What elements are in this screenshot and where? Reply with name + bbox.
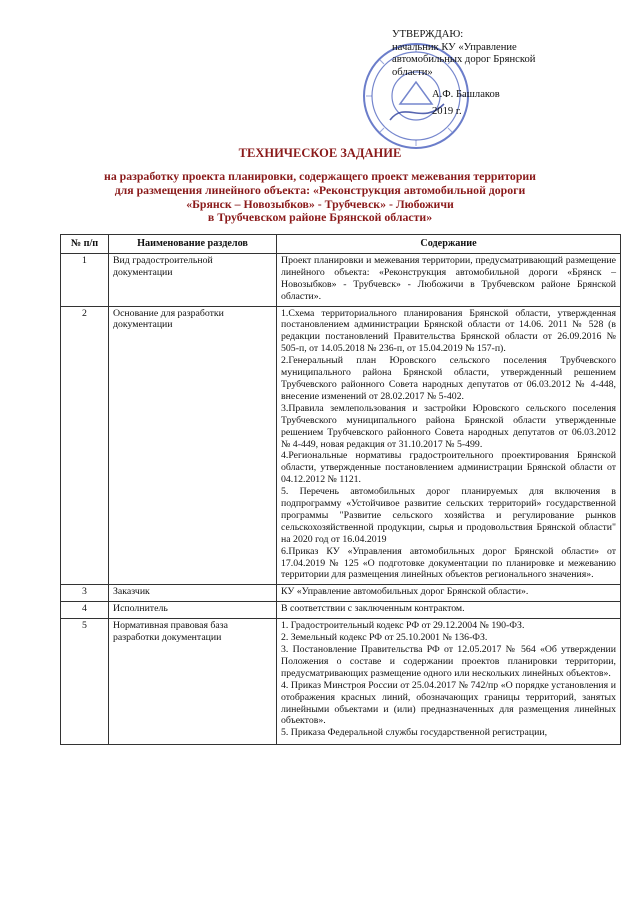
content-paragraph: 3. Постановление Правительства РФ от 12.05.2017 № 564 «Об утверждении Положения о составе и содержании проектов планировки территории, предусматривающих размещение одного или нескольких линейных объектов».	[281, 644, 616, 679]
content-paragraph: 4. Приказ Минстроя России от 25.04.2017 № 742/пр «О порядке установления и отображения красных линий, обозначающих границы территорий, занятых линейными объектами и (или) предназначенных для размещения линейных объектов».	[281, 679, 616, 727]
content-paragraph: КУ «Управление автомобильных дорог Брянской области».	[281, 586, 529, 598]
row-number: 3	[61, 585, 109, 602]
approval-date: 2019 г.	[432, 105, 462, 117]
subtitle-line: в Трубчевском районе Брянской области»	[207, 210, 433, 225]
row-number: 2	[61, 306, 109, 585]
row-content	[277, 602, 621, 619]
row-number: 5	[61, 619, 109, 745]
subtitle-line: на разработку проекта планировки, содержащего проект межевания территории	[104, 169, 536, 183]
content-paragraph: 5. Приказа Федеральной службы государственной регистрации,	[281, 727, 548, 739]
approval-position-line: автомобильных дорог Брянской	[392, 54, 536, 66]
row-number: 4	[61, 602, 109, 619]
content-paragraph: 2.Генеральный план Юровского сельского поселения Трубчевского муниципального района Брянской области, утвержденный решением Трубчевского районного Совета народных депутатов от 06.03.2012 № 4-448, внесение изменений от 28.02.2017 № 5-402.	[281, 355, 616, 402]
content-paragraph: 5. Перечень автомобильных дорог планируемых для включения в подпрограмму «Устойчивое развитие сельских территорий» государственной программы "Развитие сельского хозяйства и регулирование рынков сельскохозяйственной продукции, сырья и продовольствия Брянской области" на 2020 год от 16.04.2019	[281, 486, 616, 545]
approval-position-line: области»	[392, 66, 433, 78]
table-row	[61, 306, 621, 585]
subtitle-line: «Брянск – Новозыбков» - Трубчевск» - Любожичи	[186, 196, 454, 211]
row-section-name: Нормативная правовая база разработки документации	[109, 619, 277, 745]
header-number: № п/п	[61, 235, 109, 254]
content-paragraph: 1. Градостроительный кодекс РФ от 29.12.2004 № 190-ФЗ.	[281, 620, 525, 632]
row-section-name: Вид градостроительной документации	[109, 253, 277, 306]
row-section-name: Основание для разработки документации	[109, 306, 277, 585]
row-content	[277, 253, 621, 306]
table-row	[61, 619, 621, 745]
row-section-name: Исполнитель	[109, 602, 277, 619]
row-section-name: Заказчик	[109, 585, 277, 602]
content-paragraph: 4.Региональные нормативы градостроительного проектирования Брянской области, утвержденные постановлением администрации Брянской области от 04.12.2012 № 1121.	[281, 450, 616, 486]
document-title-block	[60, 146, 580, 225]
approval-heading: УТВЕРЖДАЮ:	[392, 29, 464, 40]
content-paragraph: 3.Правила землепользования и застройки Юровского сельского поселения Трубчевского муниципального района Брянской области утвержденные решением Трубчевского районного Совета народных депутатов от 06.03.2012 № 4-449, новая редакция от 31.10.2017 № 5-499.	[281, 402, 616, 450]
content-paragraph: 2. Земельный кодекс РФ от 25.10.2001 № 136-ФЗ.	[281, 632, 488, 644]
row-content	[277, 585, 621, 602]
header-content: Содержание	[277, 235, 621, 254]
row-content	[277, 306, 621, 585]
content-paragraph: 1.Схема территориального планирования Брянской области, утвержденная постановлением администрации Брянской области от 14.06. 2011 № 528 (в редакции постановлений Правительства Брянской области от 26.09.2016 № 505-п, от 14.05.2018 № 236-п, от 15.04.2019 № 157-п).	[281, 307, 616, 355]
row-content	[277, 619, 621, 745]
row-number: 1	[61, 253, 109, 306]
table-row	[61, 253, 621, 306]
approval-position-line: начальник КУ «Управление	[392, 41, 517, 53]
content-paragraph: В соответствии с заключенным контрактом.	[281, 603, 465, 615]
specification-table	[60, 234, 621, 745]
document-title: ТЕХНИЧЕСКОЕ ЗАДАНИЕ	[238, 146, 402, 160]
table-header-row	[61, 235, 621, 254]
approval-block	[392, 29, 632, 119]
content-paragraph: 6.Приказ КУ «Управления автомобильных дорог Брянской области» от 17.04.2019 № 125 «О подготовке документации по планировке и межеванию территории для размещения линейных объектов регионального значения».	[281, 545, 616, 581]
table-row	[61, 602, 621, 619]
table-row	[61, 585, 621, 602]
header-section: Наименование разделов	[109, 235, 277, 254]
subtitle-line: для размещения линейного объекта: «Реконструкция автомобильной дороги	[114, 182, 526, 197]
content-paragraph: Проект планировки и межевания территории, предусматривающий размещение линейного объекта: «Реконструкция автомобильной дороги «Брянск – Новозыбков» - Трубчевск» - Любожичи в Трубчевском районе Брянской области».	[281, 254, 616, 302]
approval-signatory: А.Ф. Башлаков	[432, 89, 500, 101]
